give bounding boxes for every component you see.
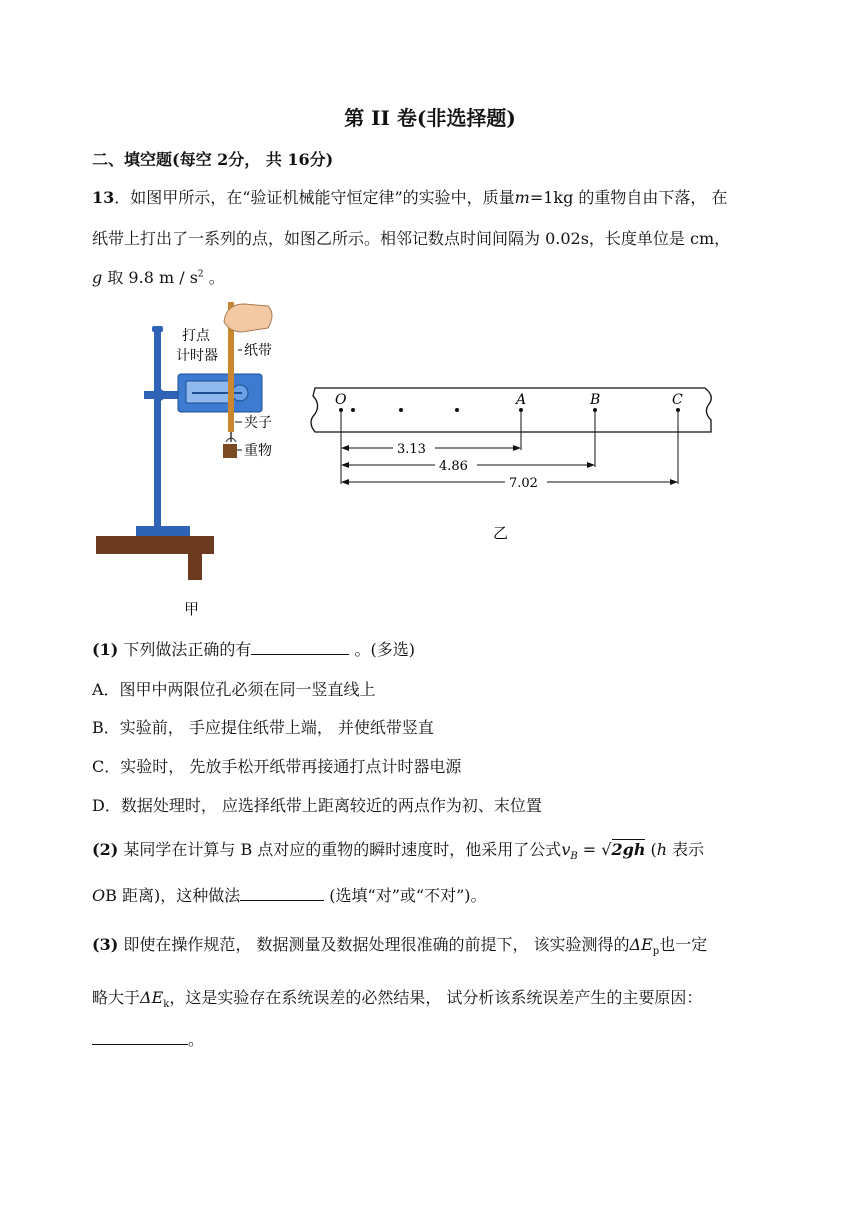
point-C: C	[672, 392, 683, 408]
q13-g-symbol: g	[92, 268, 103, 287]
point-O: O	[335, 392, 347, 408]
caption-jia: 甲	[184, 600, 200, 618]
delta-ek: ΔE	[140, 988, 164, 1007]
q13-text-a: ．如图甲所示，在“验证机械能守恒定律”的实验中，质量	[114, 188, 515, 207]
sub2-text: 某同学在计算与 B 点对应的重物的瞬时速度时，他采用了公式	[118, 840, 562, 859]
dist-OC: 7.02	[509, 476, 538, 491]
option-d: D．数据处理时， 应选择纸带上距离较近的两点作为初、末位置	[92, 796, 542, 815]
apparatus-figure	[92, 298, 292, 618]
sqrt-icon: √	[601, 840, 612, 859]
page-title: 第 II 卷(非选择题)	[344, 106, 516, 130]
question-number: 13	[92, 188, 115, 207]
dist-OA: 3.13	[397, 442, 426, 457]
q13-g-exp: 2	[197, 269, 204, 280]
sub1-text: 下列做法正确的有	[118, 640, 252, 659]
option-b: B．实验前， 手应提住纸带上端， 并使纸带竖直	[92, 718, 434, 737]
formula-radicand: 2gh	[611, 840, 646, 859]
q13-line3-end: 。	[203, 268, 225, 287]
sub3-text2b: ，这是实验存在系统误差的必然结果， 试分析该系统误差产生的主要原因：	[169, 988, 703, 1007]
formula-sub-b: B	[570, 851, 578, 863]
table-top	[96, 536, 214, 554]
sub3-number: (3)	[92, 935, 119, 954]
q13-line3	[92, 265, 225, 288]
q13-text-b: =1kg 的重物自由下落， 在	[529, 188, 728, 207]
option-c: C．实验时， 先放手松开纸带再接通打点计时器电源	[92, 757, 462, 776]
formula-eq: =	[577, 840, 602, 859]
formula-v: v	[561, 840, 571, 859]
sub2-number: (2)	[92, 840, 119, 859]
sub2-paren: (	[645, 840, 657, 859]
sub2-answer-blank[interactable]	[240, 886, 324, 901]
delta-ep: ΔE	[629, 935, 653, 954]
label-dadian: 打点	[182, 328, 210, 344]
sub1-stem	[92, 637, 415, 660]
sub1-answer-blank[interactable]	[251, 640, 349, 655]
sub3-text: 即使在操作规范， 数据测量及数据处理很准确的前提下， 该实验测得的	[118, 935, 630, 954]
sub2-h: h	[656, 840, 668, 859]
weight	[223, 444, 237, 458]
table-leg	[188, 554, 202, 580]
q13-line1	[92, 185, 728, 208]
sub3-line1	[92, 932, 707, 957]
label-zhidai: 纸带	[244, 343, 272, 359]
sub3-end: 。	[188, 1030, 205, 1049]
q13-line2: 纸带上打出了一系列的点，如图乙所示。相邻记数点时间间隔为 0.02s，长度单位是 cm，	[92, 229, 731, 248]
sub3-answer-blank[interactable]	[92, 1030, 188, 1045]
sub2-line1	[92, 837, 704, 862]
tape-strip	[311, 388, 711, 432]
sub2-text3: 表示	[667, 840, 705, 859]
stand-pole	[154, 328, 161, 528]
sub1-after: 。(多选)	[349, 640, 415, 659]
label-jishiqi: 计时器	[176, 348, 218, 364]
sub2-line2	[92, 883, 487, 906]
sub3-line2	[92, 985, 702, 1010]
q13-mass-symbol: m	[514, 188, 530, 207]
section-heading: 二、填空题(每空 2分， 共 16分)	[92, 150, 334, 169]
sub1-number: (1)	[92, 640, 119, 659]
delta-ek-sub: k	[163, 999, 170, 1011]
label-jiazi: 夹子	[244, 415, 272, 431]
option-a: A．图甲中两限位孔必须在同一竖直线上	[92, 680, 376, 699]
tape-figure	[305, 380, 725, 540]
stand-base	[136, 526, 190, 536]
sub2-O: O	[92, 886, 106, 905]
dist-OB: 4.86	[439, 459, 468, 474]
sub3-text-end: 也一定	[659, 935, 708, 954]
hand	[224, 304, 272, 332]
label-zhongwu: 重物	[244, 443, 272, 459]
delta-ep-sub: p	[652, 946, 660, 958]
sub3-text2a: 略大于	[92, 988, 141, 1007]
sub3-line3	[92, 1027, 204, 1050]
sub2-text4: B 距离)，这种做法	[105, 886, 241, 905]
q13-g-value: 取 9.8 m / s	[102, 268, 198, 287]
sub2-text5: (选填“对”或“不对”)。	[324, 886, 487, 905]
point-A: A	[516, 392, 527, 408]
point-B: B	[590, 392, 601, 408]
caption-yi: 乙	[493, 524, 509, 540]
